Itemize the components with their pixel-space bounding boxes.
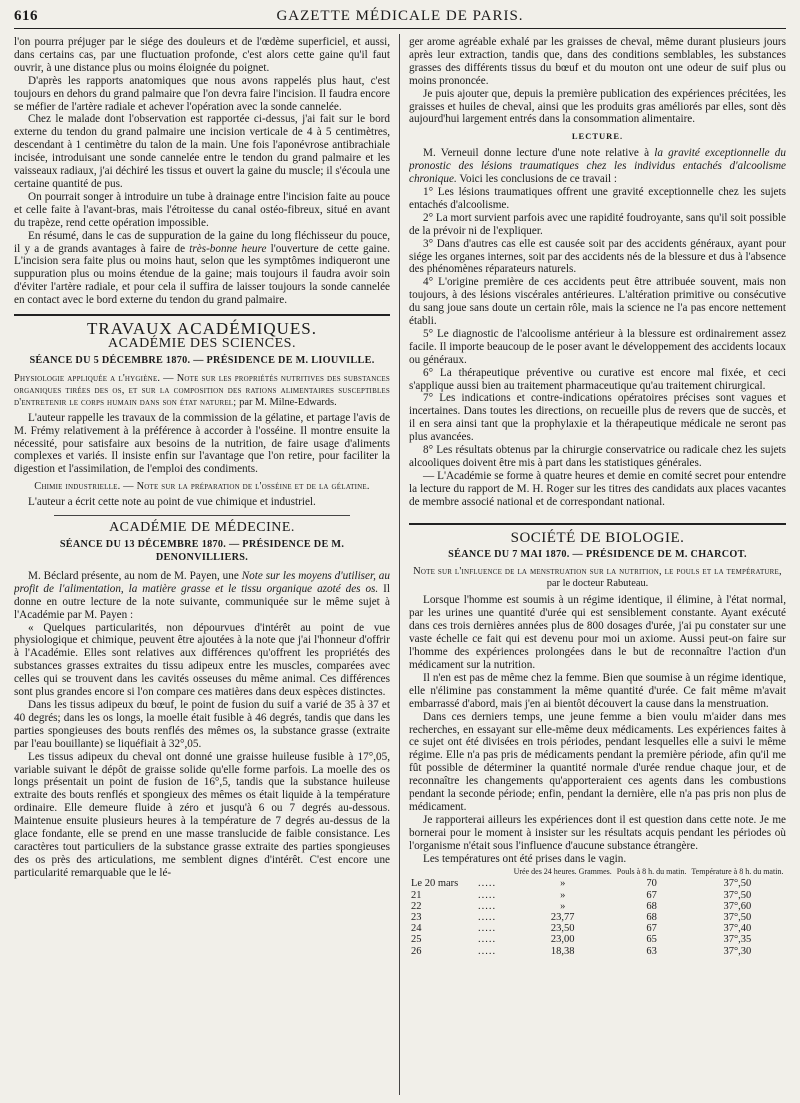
emphasis: Note sur les moyens d'utiliser, au profit de l'alimentation, la matière grasse et le tissu organique azoté des os. <box>14 569 390 595</box>
table-body <box>409 878 786 956</box>
paragraph: Il n'en est pas de même chez la femme. Bien que soumise à un régime identique, elle n'élimine pas constamment la même quantité d'urée. Ce fait même m'avait embarrassé d'abord, mais j'en ai bientôt découvert la cause dans la menstruation. <box>409 671 786 710</box>
table-cell-pouls: 68 <box>646 912 657 924</box>
table-header-row <box>409 867 786 878</box>
table-cell-dots: ..... <box>477 878 497 890</box>
table-cell-pouls: 68 <box>646 900 657 912</box>
table-cell-uree: 18,38 <box>550 945 575 957</box>
paragraph: Chez le malade dont l'observation est rapportée ci-dessus, j'ai fait sur le bord externe du tendon du grand palmaire une incision verticale de 4 à 5 centimètres, descendant à 1 centimètre du talon de la main. Une fois l'aponévrose antibrachiale incisée, introduisant une sonde cannelée entre le tendon du grand palmaire et les vaisseaux radiaux, j'ai déchiré les tissus et ouvert la gaine du muscle; il s'écoula une certaine quantité de pus. <box>14 113 390 190</box>
paragraph: l'on pourra préjuger par le siége des douleurs et de l'œdème superficiel, et aussi, dans certains cas, par une fluctuation profonde, c'est alors cette gaine qu'il faut ouvrir, à une distance plus ou moins éloignée du poignet. <box>14 36 390 74</box>
section-title: TRAVAUX ACADÉMIQUES. <box>86 319 317 339</box>
emphasis: la gravité exceptionnelle du pronostic des lésions traumatiques chez les individus entachés d'alcoolisme chronique. <box>409 147 786 186</box>
paragraph: D'après les rapports anatomiques que nous avons rappelés plus haut, c'est toujours en dehors du grand palmaire que l'on devra faire l'incision. Il faudra encore se méfier de l'artère radiale et achever l'opération avec la sonde cannelée. <box>14 74 390 113</box>
note-title-text: Note sur l'influence de la menstruation sur la nutrition, le pouls et la température, <box>413 566 782 578</box>
table-cell-uree: 23,50 <box>550 923 575 935</box>
note-title-text: Physiologie appliquée a l'hygiène. — Note sur les propriétés nutritives des substances organiques tirées des os, et sur la composition des rations alimentaires susceptibles d'entretenir le corps humain dans son état naturel; <box>14 372 390 408</box>
table-cell-uree: » <box>560 889 566 901</box>
right-column <box>409 36 786 1097</box>
table-cell-uree: » <box>560 878 566 890</box>
session-heading: SÉANCE DU 5 DÉCEMBRE 1870. — PRÉSIDENCE DE M. LIOUVILLE. <box>29 354 375 366</box>
conclusion-item: 5° Le diagnostic de l'alcoolisme antérieur à la blessure est ordinairement assez facile. Il importe beaucoup de le poser avant le développement des accidents locaux ou généraux. <box>409 327 786 366</box>
paragraph: L'auteur rappelle les travaux de la commission de la gélatine, et partage l'avis de M. Frémy relativement à la préférence à accorder à l'osséine. Il montre ensuite la nécessité, pour satisfaire aux besoins de la nutrition, de faire usage d'aliments complexes et variés. Il insiste enfin sur l'avantage que l'on retire, pour faciliter la digestion et l'assimilation, de l'emploi des condiments. <box>14 411 390 476</box>
section-rule <box>54 515 350 516</box>
emphasis: très-bonne heure <box>189 242 267 255</box>
paragraph: Les tissus adipeux du cheval ont donné une graisse huileuse fusible à 17°,05, variable suivant le dépôt de graisse solide qu'elle forme parfois. La moelle des os longs présentait un point de fusion de 16°,5, tandis que la substance huileuse extraite des bouts renflés et spongieux des mêmes os était liquide à la température ordinaire. Elle demeure fluide à zéro et jusqu'à 6 ou 7 degrés au-dessous. Maintenue ensuite plusieurs heures à la température de 7 degrés au-dessus de la glace fondante, elle se prend en une masse translucide de faible consistance. Les caractères tout particuliers de la substance grasse extraite des parties spongieuses des os près des articulations, me semblent dignes d'intérêt. C'est encore une particularité remarquable que le lé- <box>14 750 390 879</box>
table-cell-date: Le 20 mars <box>411 878 459 890</box>
paragraph: Lorsque l'homme est soumis à un régime identique, il élimine, à l'état normal, par les urines une quantité d'urée qui est sensiblement constante. Ayant exécuté dans ces trois dernières années plus de 800 dosages d'urée, j'ai pu constater sur une vaste échelle ce fait qui est devenu pour moi un axiome. Aussi peut-on faire sur l'homme des expériences prolongées dans le but de reconnaître l'action d'un médicament sur la nutrition. <box>409 594 786 671</box>
table-cell-dots: ..... <box>477 934 497 946</box>
text-run: M. Verneuil donne lecture d'une note relative à <box>423 147 655 160</box>
conclusion-item: 1° Les lésions traumatiques offrent une gravité exceptionnelle chez les sujets entachés d'alcoolisme. <box>409 185 786 211</box>
table-cell-temp: 37°,60 <box>723 900 752 912</box>
column-header-date <box>409 867 463 878</box>
column-header-uree: Urée des 24 heures. Grammes. <box>513 867 612 877</box>
table-cell-date: 24 <box>411 923 422 935</box>
text-run: l'ouverture de cette gaine. L'incision sera faite plus ou moins haut, selon que les symptômes indiqueront une suppuration plus ou moins étendue de la gaine; mais toujours il faudra avoir soin d'éviter l'artère radiale, et pour cela il suffira de laisser toujours la sonde cannelée en contact avec le bord externe du tendon du grand palmaire. <box>14 242 390 307</box>
table-cell-pouls: 67 <box>646 923 657 935</box>
table-cell-uree: » <box>560 900 566 912</box>
conclusion-item: 8° Les résultats obtenus par la chirurgie conservatrice ou radicale chez les sujets alcooliques doivent être mis à part dans les statistiques générales. <box>409 444 786 469</box>
conclusion-item: 6° La thérapeutique préventive ou curative est encore mal fixée, et ceci s'applique aussi bien au traitement pharmaceutique qu'au traitement chirurgical. <box>409 366 786 392</box>
table-cell-dots: ..... <box>477 912 497 924</box>
table-cell-date: 21 <box>411 889 422 901</box>
conclusion-item: 4° L'origine première de ces accidents peut être attribuée souvent, mais non toujours, à des lésions viscérales antérieures. L'altération primitive ou consécutive du sang joue sans doute un certain rôle, mais la science ne l'a pas encore nettement établi. <box>409 276 786 328</box>
note-title: Chimie industrielle. — Note sur la préparation de l'osséine et de la gélatine. <box>34 481 370 493</box>
society-title: SOCIÉTÉ DE BIOLOGIE. <box>510 529 685 546</box>
section-rule <box>409 523 786 525</box>
text-run: Voici les conclusions de ce travail : <box>456 173 617 186</box>
section-rule <box>14 314 390 316</box>
table-cell-temp: 37°,50 <box>723 878 752 890</box>
conclusion-item: 3° Dans d'autres cas elle est causée soit par des accidents généraux, ayant pour siége les organes internes, soit par des accidents nés de la blessure et dus à l'absence des phénomènes réparateurs naturels. <box>409 237 786 276</box>
table-cell-pouls: 63 <box>646 945 657 957</box>
table-cell-temp: 37°,50 <box>723 889 752 901</box>
table-cell-date: 22 <box>411 900 422 912</box>
measurements-table <box>409 867 786 956</box>
table-cell-temp: 37°,40 <box>723 923 752 935</box>
paragraph: Dans les tissus adipeux du bœuf, le point de fusion du suif a varié de 35 à 37 et 40 degrés; dans les os longs, la moelle était fusible à 46 degrés, tandis que dans les parties spongieuses des bouts renflés des mêmes os, la substance grasse (extraite par l'eau bouillante) se liquéfiait à 32°,05. <box>14 698 390 750</box>
left-column <box>14 36 390 1097</box>
table-row <box>409 890 786 901</box>
column-header-dots <box>463 867 511 878</box>
table-cell-temp: 37°,35 <box>723 934 752 946</box>
conclusion-item: 2° La mort survient parfois avec une rapidité foudroyante, sans qu'il soit possible de la prévoir ni de l'expliquer. <box>409 211 786 237</box>
table-cell-dots: ..... <box>477 889 497 901</box>
table-cell-pouls: 65 <box>646 934 657 946</box>
paragraph: — L'Académie se forme à quatre heures et demie en comité secret pour entendre la lecture du rapport de M. H. Roger sur les titres des candidats aux places vacantes de membre associé national et de correspondant national. <box>409 469 786 508</box>
text-run: En résumé, dans le cas de suppuration de la gaine du long fléchisseur du pouce, il y a de grands avantages à faire de <box>14 229 390 255</box>
paragraph: Je rapporterai ailleurs les expériences dont il est question dans cette note. Je me bornerai pour le moment à insister sur les résultats acquis pendant les périodes où l'organisme n'était sous l'influence d'aucune substance étrangère. <box>409 813 786 852</box>
paragraph: Je puis ajouter que, depuis la première publication des expériences précitées, les graisses et huiles de cheval, ainsi que les produits gras améliorés par elles, sont dès aujourd'hui largement entrés dans la consommation alimentaire. <box>409 87 786 126</box>
table-row <box>409 946 786 957</box>
table-row <box>409 901 786 912</box>
column-header-temperature: Température à 8 h. du matin. <box>691 867 784 877</box>
paragraph: On pourrait songer à introduire un tube à drainage entre l'incision faite au pouce et celle faite à l'avant-bras, mais l'étroitesse du canal ostéo-fibreux, situé en avant du trapèze, rend cette opération impossible. <box>14 190 390 229</box>
note-author: par le docteur Rabuteau. <box>546 578 649 590</box>
note-title <box>409 566 786 590</box>
table-cell-pouls: 70 <box>646 878 657 890</box>
note-author: par M. Milne-Edwards. <box>239 396 337 408</box>
conclusion-item: 7° Les indications et contre-indications opératoires précises sont vagues et incertaines. Dans toutes les directions, on recueille plus de revers que de succès, et il en sera ainsi tant que la prophylaxie et la thérapeutique médicale ne seront pas plus avancées. <box>409 392 786 444</box>
column-divider <box>399 34 400 1095</box>
table-row <box>409 934 786 945</box>
text-run: M. Béclard présente, au nom de M. Payen, une <box>28 569 242 582</box>
table-row <box>409 878 786 889</box>
table-cell-date: 25 <box>411 934 422 946</box>
table-cell-temp: 37°,50 <box>723 912 752 924</box>
note-title <box>14 373 390 409</box>
paragraph <box>14 570 390 622</box>
text-run: Il donne en outre lecture de la note suivante, communiquée sur le même sujet à l'Académie par M. Payen : <box>14 582 390 621</box>
paragraph: L'auteur a écrit cette note au point de vue chimique et industriel. <box>28 496 316 509</box>
column-header-pouls: Pouls à 8 h. du matin. <box>616 867 687 877</box>
table-cell-uree: 23,77 <box>550 912 575 924</box>
page-header <box>14 6 786 29</box>
lecture-heading: LECTURE. <box>571 131 624 142</box>
table-cell-uree: 23,00 <box>550 934 575 946</box>
paragraph: Les températures ont été prises dans le vagin. <box>423 852 627 865</box>
journal-title: GAZETTE MÉDICALE DE PARIS. <box>276 8 524 24</box>
page-number: 616 <box>14 8 38 24</box>
academy-title: ACADÉMIE DES SCIENCES. <box>108 335 296 351</box>
paragraph: « Quelques particularités, non dépourvues d'intérêt au point de vue physiologique et chimique, peuvent être ajoutées à la note que j'ai l'honneur d'offrir à l'Académie. Elles sont relatives aux différences qu'offrent les propriétés des substances grasses extraites du tissu adipeux entre les muscles, comparées avec celles qui se trouvent dans les cavités osseuses du même animal. Ces différences sont plus grandes encore si l'on compare ces matières dans deux espèces distinctes. <box>14 621 390 699</box>
paragraph: Dans ces derniers temps, une jeune femme a bien voulu m'aider dans mes recherches, en essayant sur elle-même deux médicaments. Les expériences faites à ce sujet ont été divisées en trois périodes, pendant lesquelles elle a suivi le même régime. Elle n'a pas pris de médicaments pendant la première période, afin qu'il me fût possible de déterminer la quantité normale d'urée rendue chaque jour, et de reconnaître les changements qu'apporteraient ces agents dans les combustions pendant la seconde période; enfin, pendant la dernière, elle n'a pas pris non plus de médicament. <box>409 710 786 813</box>
paragraph <box>14 230 390 307</box>
session-heading: SÉANCE DU 7 MAI 1870. — PRÉSIDENCE DE M. CHARCOT. <box>448 548 747 560</box>
table-cell-dots: ..... <box>477 945 497 957</box>
table-cell-temp: 37°,30 <box>723 945 752 957</box>
table-cell-date: 26 <box>411 945 422 957</box>
session-heading: SÉANCE DU 13 DÉCEMBRE 1870. — PRÉSIDENCE DE M. DENONVILLIERS. <box>59 539 345 563</box>
table-cell-date: 23 <box>411 912 422 924</box>
table-cell-dots: ..... <box>477 923 497 935</box>
table-cell-dots: ..... <box>477 900 497 912</box>
table-row <box>409 923 786 934</box>
paragraph <box>409 147 786 186</box>
paragraph: ger arome agréable exhalé par les graisses de cheval, même durant plusieurs jours après leur extraction, tandis que, dans des conditions semblables, les substances grasses des différents tissus du bœuf et du mouton ont une odeur de suif plus ou moins prononcée. <box>409 36 786 87</box>
table-row <box>409 912 786 923</box>
academy-title: ACADÉMIE DE MÉDECINE. <box>109 520 295 536</box>
table-cell-pouls: 67 <box>646 889 657 901</box>
